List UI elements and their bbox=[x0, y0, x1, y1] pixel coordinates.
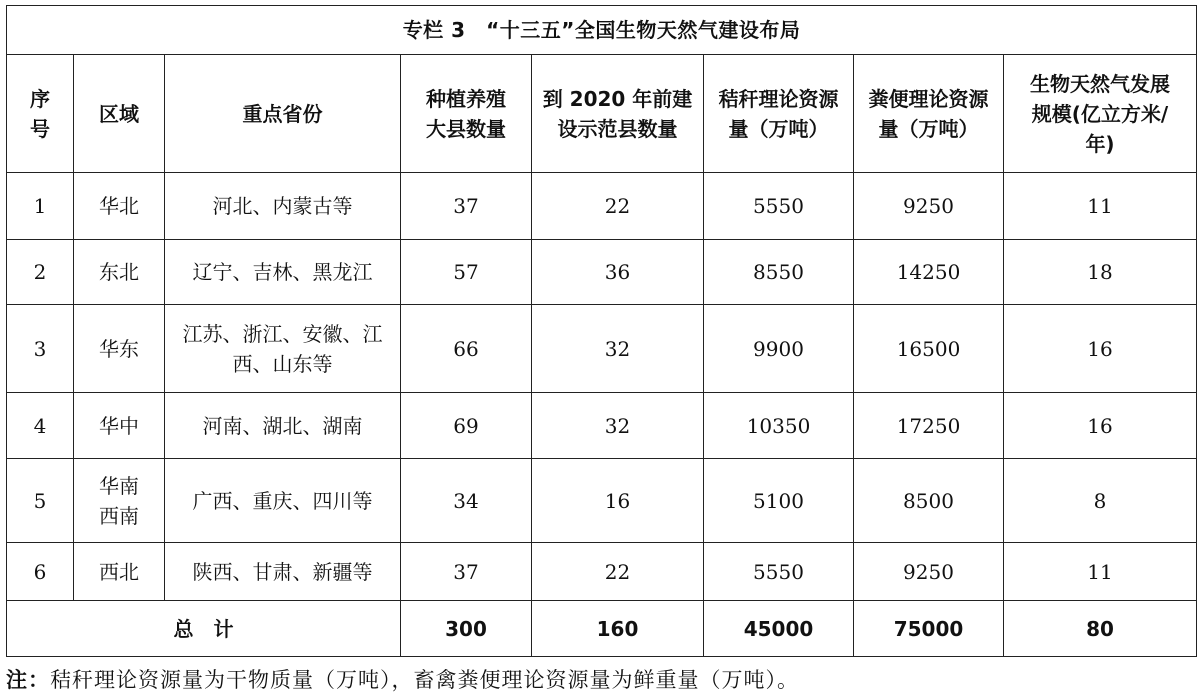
table-row bbox=[7, 393, 1197, 459]
cell-scale: 11 bbox=[1004, 173, 1197, 240]
total-straw: 45000 bbox=[704, 601, 854, 657]
cell-scale: 8 bbox=[1004, 459, 1197, 543]
cell-counties: 69 bbox=[401, 393, 532, 459]
cell-seq: 4 bbox=[7, 393, 74, 459]
cell-region: 华东 bbox=[74, 305, 165, 393]
header-seq-label: 序号 bbox=[30, 86, 50, 141]
cell-region: 东北 bbox=[74, 240, 165, 305]
cell-scale: 18 bbox=[1004, 240, 1197, 305]
cell-manure: 8500 bbox=[854, 459, 1004, 543]
header-straw-label: 秸秆理论资源量（万吨） bbox=[718, 86, 839, 141]
cell-demo: 32 bbox=[532, 393, 704, 459]
table-row bbox=[7, 543, 1197, 601]
table-row bbox=[7, 305, 1197, 393]
table-row bbox=[7, 459, 1197, 543]
cell-seq: 2 bbox=[7, 240, 74, 305]
cell-provinces: 广西、重庆、四川等 bbox=[165, 459, 401, 543]
cell-counties: 37 bbox=[401, 173, 532, 240]
table-title: 专栏 3 “十三五”全国生物天然气建设布局 bbox=[7, 6, 1197, 55]
footnote bbox=[6, 664, 799, 694]
cell-region: 华北 bbox=[74, 173, 165, 240]
header-provinces: 重点省份 bbox=[165, 55, 401, 173]
table-body bbox=[7, 6, 1197, 657]
header-manure bbox=[854, 55, 1004, 173]
total-counties: 300 bbox=[401, 601, 532, 657]
header-region: 区域 bbox=[74, 55, 165, 173]
title-row bbox=[7, 6, 1197, 55]
table-row bbox=[7, 240, 1197, 305]
cell-straw: 9900 bbox=[704, 305, 854, 393]
cell-region-label: 华南西南 bbox=[99, 473, 139, 528]
cell-region bbox=[74, 459, 165, 543]
cell-demo: 22 bbox=[532, 173, 704, 240]
cell-scale: 16 bbox=[1004, 393, 1197, 459]
cell-straw: 5550 bbox=[704, 543, 854, 601]
total-scale: 80 bbox=[1004, 601, 1197, 657]
cell-seq: 1 bbox=[7, 173, 74, 240]
cell-straw: 5100 bbox=[704, 459, 854, 543]
cell-provinces: 河南、湖北、湖南 bbox=[165, 393, 401, 459]
header-manure-label: 粪便理论资源量（万吨） bbox=[868, 86, 989, 141]
header-scale bbox=[1004, 55, 1197, 173]
header-counties bbox=[401, 55, 532, 173]
cell-provinces-label: 江苏、浙江、安徽、江西、山东等 bbox=[182, 321, 383, 376]
cell-provinces: 陕西、甘肃、新疆等 bbox=[165, 543, 401, 601]
footnote-text: 秸秆理论资源量为干物质量（万吨），畜禽粪便理论资源量为鲜重量（万吨）。 bbox=[50, 668, 799, 692]
table-row bbox=[7, 173, 1197, 240]
cell-counties: 37 bbox=[401, 543, 532, 601]
header-demo bbox=[532, 55, 704, 173]
cell-straw: 8550 bbox=[704, 240, 854, 305]
layout-table bbox=[6, 5, 1197, 657]
total-row bbox=[7, 601, 1197, 657]
total-manure: 75000 bbox=[854, 601, 1004, 657]
header-scale-label: 生物天然气发展规模(亿立方米/年) bbox=[1030, 71, 1171, 156]
cell-provinces: 辽宁、吉林、黑龙江 bbox=[165, 240, 401, 305]
cell-counties: 66 bbox=[401, 305, 532, 393]
cell-straw: 10350 bbox=[704, 393, 854, 459]
cell-counties: 34 bbox=[401, 459, 532, 543]
cell-demo: 36 bbox=[532, 240, 704, 305]
cell-scale: 11 bbox=[1004, 543, 1197, 601]
cell-region: 华中 bbox=[74, 393, 165, 459]
cell-seq: 5 bbox=[7, 459, 74, 543]
cell-seq: 6 bbox=[7, 543, 74, 601]
cell-demo: 32 bbox=[532, 305, 704, 393]
cell-provinces bbox=[165, 305, 401, 393]
cell-scale: 16 bbox=[1004, 305, 1197, 393]
header-demo-label: 到 2020 年前建设示范县数量 bbox=[542, 86, 693, 141]
header-straw bbox=[704, 55, 854, 173]
cell-manure: 9250 bbox=[854, 173, 1004, 240]
header-seq bbox=[7, 55, 74, 173]
total-demo: 160 bbox=[532, 601, 704, 657]
cell-manure: 9250 bbox=[854, 543, 1004, 601]
cell-seq: 3 bbox=[7, 305, 74, 393]
cell-manure: 17250 bbox=[854, 393, 1004, 459]
total-label: 总 计 bbox=[7, 601, 401, 657]
cell-demo: 16 bbox=[532, 459, 704, 543]
cell-manure: 16500 bbox=[854, 305, 1004, 393]
cell-counties: 57 bbox=[401, 240, 532, 305]
header-counties-label: 种植养殖大县数量 bbox=[426, 86, 506, 141]
cell-region: 西北 bbox=[74, 543, 165, 601]
cell-straw: 5550 bbox=[704, 173, 854, 240]
cell-provinces: 河北、内蒙古等 bbox=[165, 173, 401, 240]
footnote-prefix: 注： bbox=[6, 668, 50, 692]
cell-manure: 14250 bbox=[854, 240, 1004, 305]
cell-demo: 22 bbox=[532, 543, 704, 601]
header-row bbox=[7, 55, 1197, 173]
